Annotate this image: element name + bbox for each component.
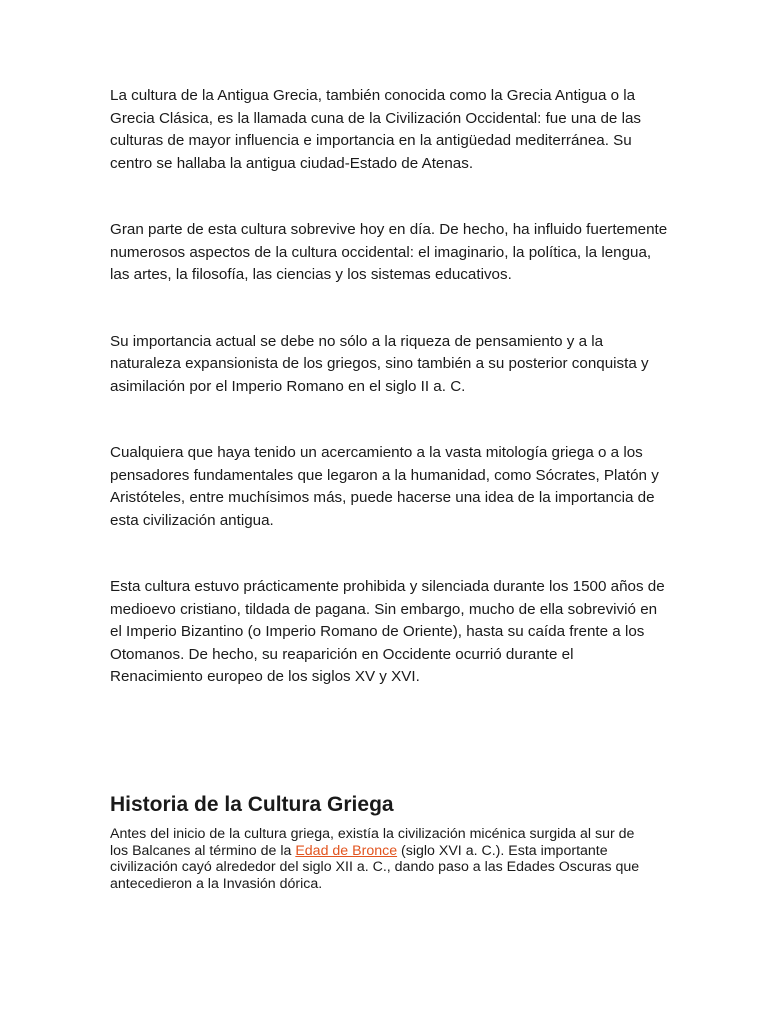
history-text-before-link: Antes del inicio de la cultura griega, existía la civilización micénica surgida al sur de los Balcanes al término de la xyxy=(110,826,635,859)
section-heading-history: Historia de la Cultura Griega xyxy=(110,793,394,816)
paragraph-mythology: Cualquiera que haya tenido un acercamiento a la vasta mitología griega o a los pensadores fundamentales que legaron a la humanidad, como Sócrates, Platón y Aristóteles, entre muchísimos más, puede hacerse una idea de la importancia de esta civilización antigua. xyxy=(110,444,659,529)
history-text-after-link: (siglo XVI a. C.). Esta importante civilización cayó alrededor del siglo XII a. C., dando paso a las Edades Oscuras que antecedieron a la Invasión dórica. xyxy=(110,842,640,892)
paragraph-importance: Su importancia actual se debe no sólo a la riqueza de pensamiento y a la naturaleza expansionista de los griegos, sino también a su posterior conquista y asimilación por el Imperio Romano en el siglo II a. C. xyxy=(110,332,649,395)
edad-de-bronce-link[interactable]: Edad de Bronce xyxy=(295,842,398,859)
paragraph-history xyxy=(110,826,640,892)
paragraph-intro: La cultura de la Antigua Grecia, también conocida como la Grecia Antigua o la Grecia Clásica, es la llamada cuna de la Civilización Occidental: fue una de las culturas de mayor influencia e importancia en la antigüedad mediterránea. Su centro se hallaba la antigua ciudad-Estado de Atenas. xyxy=(110,87,641,172)
paragraph-influence: Gran parte de esta cultura sobrevive hoy en día. De hecho, ha influido fuertemente numerosos aspectos de la cultura occidental: el imaginario, la política, la lengua, las artes, la filosofía, las ciencias y los sistemas educativos. xyxy=(110,221,668,283)
paragraph-middle-ages: Esta cultura estuvo prácticamente prohibida y silenciada durante los 1500 años de medioevo cristiano, tildada de pagana. Sin embargo, mucho de ella sobrevivió en el Imperio Bizantino (o Imperio Romano de Oriente), hasta su caída frente a los Otomanos. De hecho, su reaparición en Occidente ocurrió durante el Renacimiento europeo de los siglos XV y XVI. xyxy=(110,578,665,685)
document-body xyxy=(110,85,670,689)
